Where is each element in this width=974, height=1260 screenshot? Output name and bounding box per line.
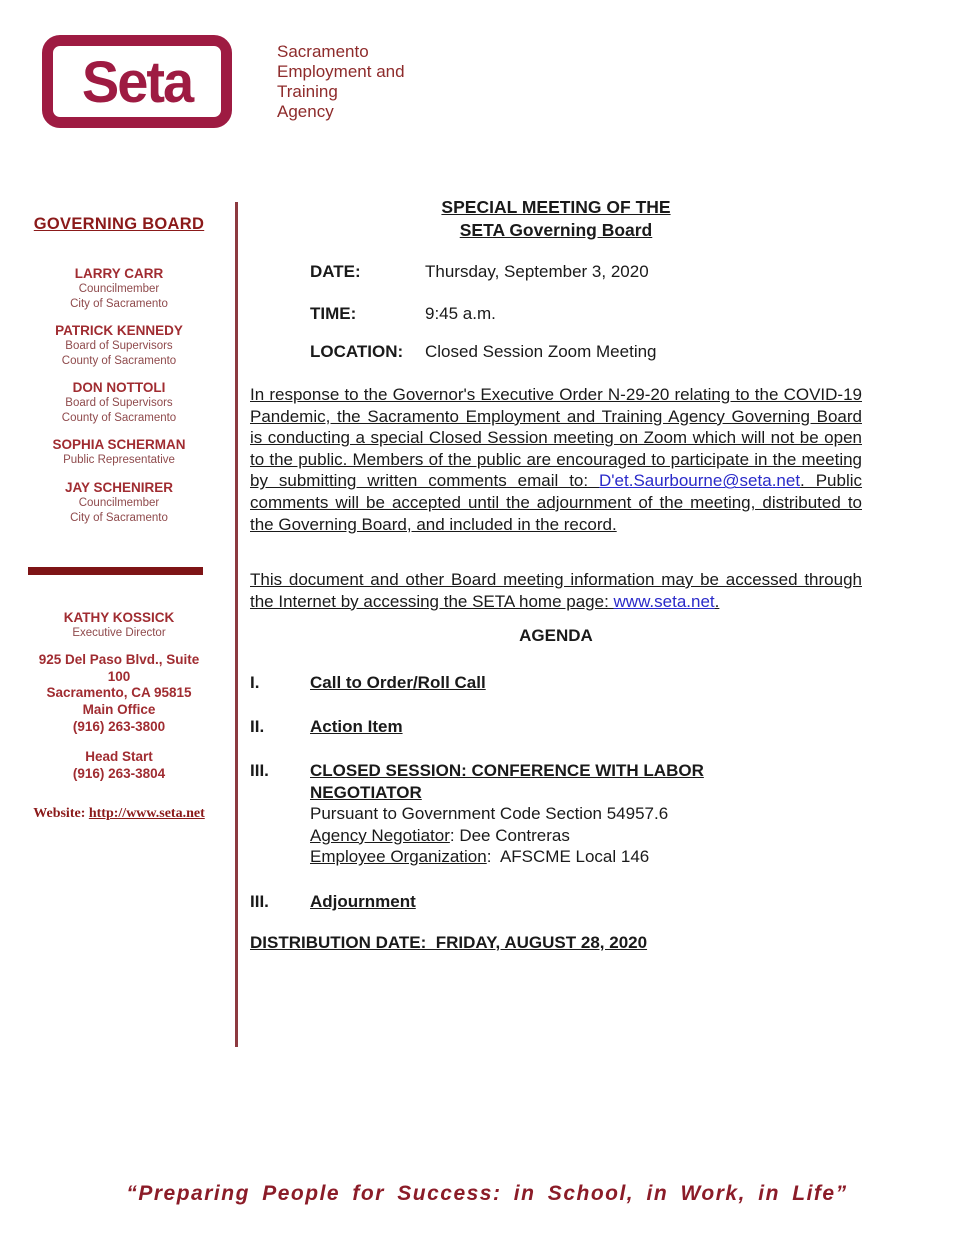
covid-notice-paragraph	[250, 384, 862, 535]
agenda-numeral: III.	[250, 892, 269, 911]
meeting-location-row	[250, 341, 922, 363]
session-detail-line	[310, 803, 862, 825]
vertical-divider	[235, 202, 238, 1047]
access-notice-text: This document and other Board meeting information may be accessed through the Internet by accessing the SETA home page:	[250, 570, 862, 611]
contact-label: Head Start	[85, 749, 153, 764]
session-detail-line	[310, 846, 862, 868]
access-notice-paragraph	[250, 569, 862, 612]
address-line: Sacramento, CA 95815	[46, 685, 192, 700]
member-name: JAY SCHENIRER	[64, 480, 174, 495]
session-detail-text: : AFSCME Local 146	[486, 847, 650, 867]
date-value: Thursday, September 3, 2020	[425, 262, 649, 281]
session-detail-label: Employee Organization	[310, 847, 487, 867]
sidebar-divider-bar	[28, 567, 203, 575]
agency-name-line: Employment and	[277, 62, 405, 81]
covid-notice-text: In response to the Governor's Executive Order N-29-20 relating to the COVID-19 Pandemic, the Sacramento Employment and Training Agency Governing Board is conducting a special Closed Session meeting on Zoom which will not be open to the public. Members of the public are encouraged to participate in the meeting by submitting written comments email to:	[250, 385, 862, 491]
distribution-date: DISTRIBUTION DATE: FRIDAY, AUGUST 28, 2020	[250, 933, 648, 952]
agenda-numeral: III.	[250, 761, 269, 780]
session-detail-text: : Dee Contreras	[449, 825, 570, 845]
member-role: City of Sacramento	[70, 511, 168, 524]
website-line	[26, 806, 212, 822]
session-detail-label: Agency Negotiator	[310, 825, 450, 845]
board-member	[26, 266, 212, 311]
member-role: Councilmember	[78, 497, 160, 509]
agency-address	[26, 652, 212, 702]
member-name: PATRICK KENNEDY	[55, 323, 183, 338]
address-line: 925 Del Paso Blvd., Suite 100	[38, 652, 200, 684]
agency-name-line: Sacramento	[277, 42, 369, 61]
member-name: LARRY CARR	[74, 266, 164, 281]
access-notice-text: .	[714, 591, 720, 611]
meeting-time-row	[250, 303, 922, 325]
member-role: County of Sacramento	[61, 354, 177, 367]
session-detail-text: Pursuant to Government Code Section 54957.6	[310, 804, 669, 824]
location-value: Closed Session Zoom Meeting	[425, 342, 657, 361]
member-role: County of Sacramento	[61, 411, 177, 424]
member-role: Board of Supervisors	[65, 397, 173, 409]
agency-name-line: Training	[277, 82, 338, 101]
agency-name	[277, 42, 405, 122]
board-member	[26, 437, 212, 468]
agenda-item-title: CLOSED SESSION: CONFERENCE WITH LABOR NEGOTIATOR	[310, 761, 704, 802]
member-role: City of Sacramento	[70, 297, 168, 310]
contact-phone: (916) 263-3804	[72, 765, 166, 781]
director-title: Executive Director	[72, 627, 166, 639]
agenda-numeral: I.	[250, 673, 260, 692]
time-label: TIME:	[310, 304, 357, 323]
board-member	[26, 480, 212, 525]
agenda-item-action-item	[250, 716, 862, 738]
main-office-contact	[26, 702, 212, 735]
agenda-item-adjournment	[250, 891, 862, 913]
contact-phone: (916) 263-3800	[72, 718, 166, 734]
agenda-item-call-to-order	[250, 672, 862, 694]
member-name: SOPHIA SCHERMAN	[52, 437, 186, 452]
board-member	[26, 323, 212, 368]
member-role: Public Representative	[63, 454, 175, 466]
head-start-contact	[26, 749, 212, 782]
agenda-item-title: Adjournment	[310, 892, 416, 911]
member-role: Board of Supervisors	[65, 340, 173, 352]
seta-website-link[interactable]: http://www.seta.net	[88, 806, 205, 821]
meeting-title-line1: SPECIAL MEETING OF THE	[441, 197, 671, 217]
contact-label: Main Office	[82, 702, 156, 717]
executive-director	[26, 610, 212, 641]
board-member	[26, 380, 212, 425]
agenda-numeral: II.	[250, 717, 265, 736]
closed-session-details	[310, 803, 862, 868]
member-role: Councilmember	[78, 283, 160, 295]
website-label: Website:	[33, 806, 89, 821]
member-name: DON NOTTOLI	[72, 380, 166, 395]
agency-name-line: Agency	[277, 102, 334, 121]
comments-email-link[interactable]: D'et.Saurbourne@seta.net	[599, 471, 801, 491]
meeting-date-row	[250, 261, 922, 283]
seta-homepage-link[interactable]: www.seta.net	[613, 591, 715, 611]
date-label: DATE:	[310, 262, 361, 281]
location-label: LOCATION:	[310, 342, 404, 361]
governing-board-heading	[26, 215, 212, 234]
director-name: KATHY KOSSICK	[63, 610, 175, 625]
time-value: 9:45 a.m.	[425, 304, 496, 323]
session-detail-line	[310, 825, 862, 847]
governing-board-title: GOVERNING BOARD	[33, 215, 205, 233]
meeting-title-line2: SETA Governing Board	[459, 220, 653, 240]
covid-notice-text: . Public comments will be accepted until the adjournment of the meeting, distributed to the Governing Board, and included in the record.	[250, 471, 863, 534]
agenda-item-title: Action Item	[310, 717, 403, 736]
agenda-item-title: Call to Order/Roll Call	[310, 673, 486, 692]
agenda-heading: AGENDA	[519, 626, 593, 645]
meeting-title	[250, 196, 862, 242]
footer-motto: “Preparing People for Success: in School, in Work, in Life”	[126, 1182, 848, 1205]
agenda-item-closed-session	[250, 760, 862, 868]
seta-logo	[42, 35, 232, 128]
seta-logo-text: Seta	[81, 47, 193, 115]
